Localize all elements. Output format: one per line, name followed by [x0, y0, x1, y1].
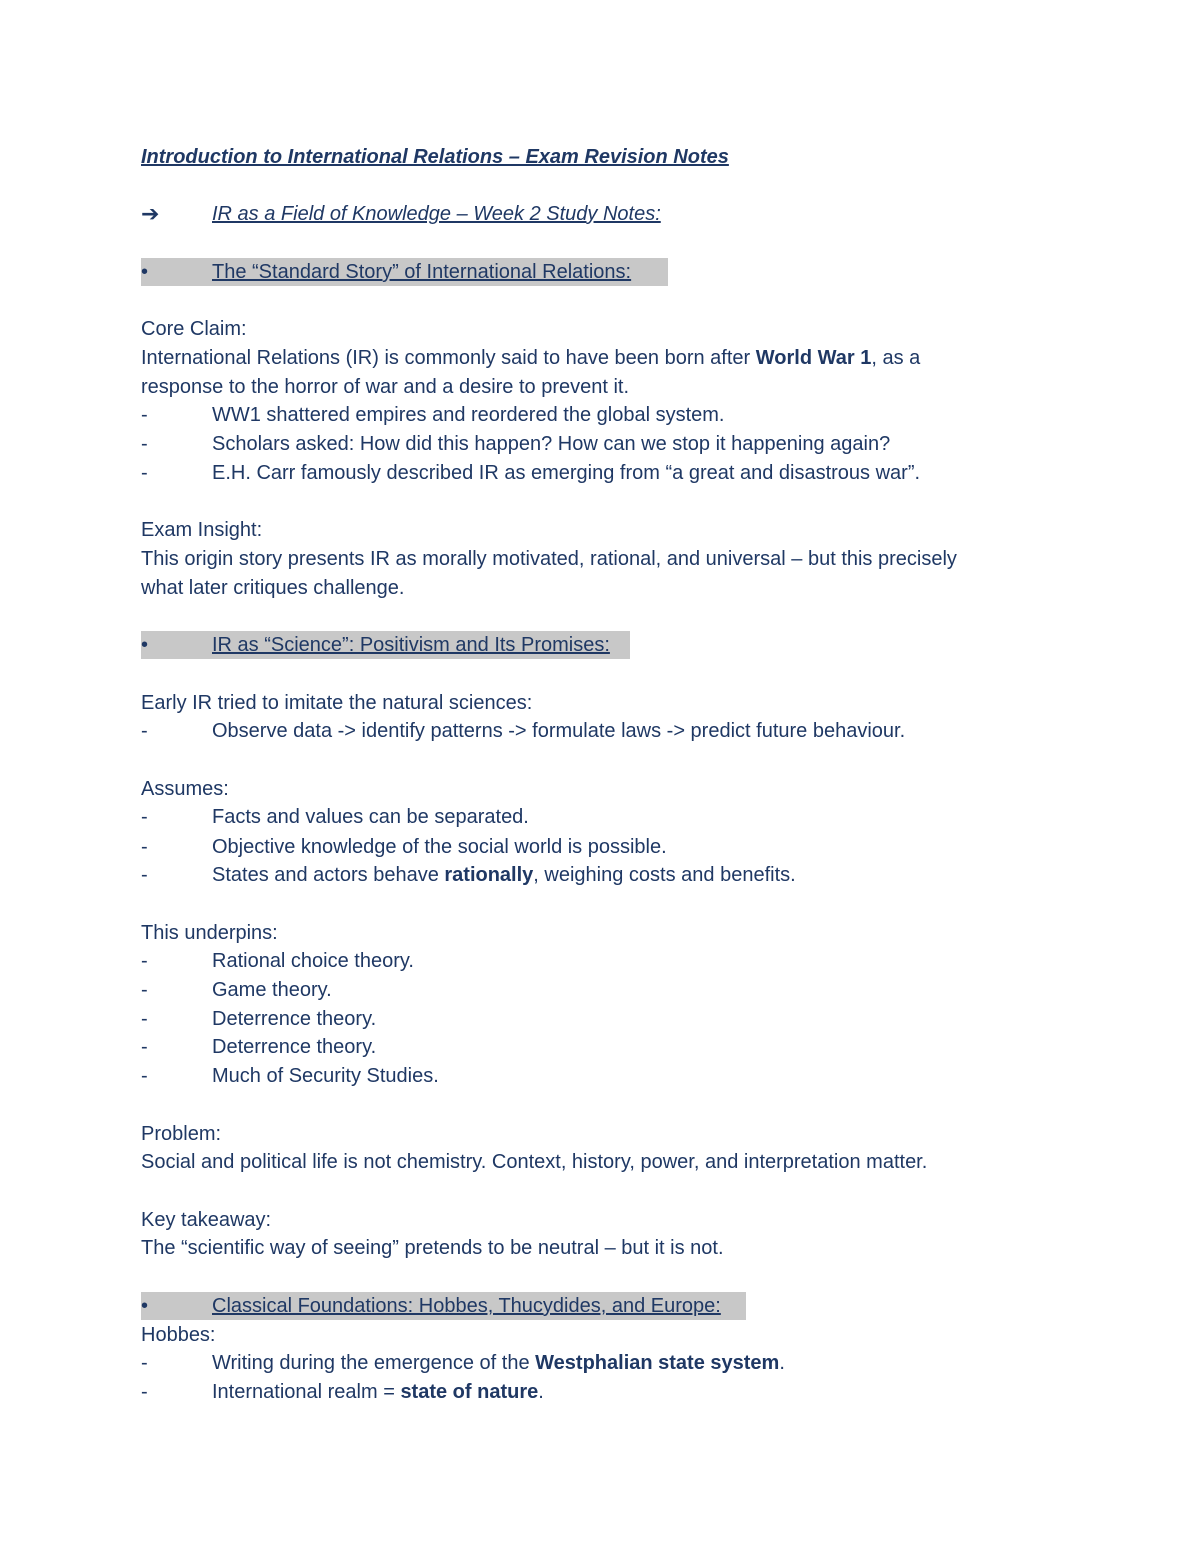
list-item-text: Deterrence theory. [212, 1008, 377, 1030]
arrow-icon: ➔ [141, 201, 160, 226]
list-item-text: Game theory. [212, 979, 332, 1001]
core-claim-line2: response to the horror of war and a desire to prevent it. [141, 376, 630, 398]
dash-icon: - [141, 836, 148, 858]
dash-icon: - [141, 1381, 148, 1403]
list-item-text: Observe data -> identify patterns -> formulate laws -> predict future behaviour. [212, 720, 906, 742]
dash-icon: - [141, 720, 148, 742]
underpins-label: This underpins: [141, 922, 278, 944]
takeaway-label: Key takeaway: [141, 1209, 272, 1231]
section-heading-standard-story [141, 258, 668, 286]
hobbes-item1-bold: Westphalian state system [535, 1352, 780, 1374]
core-claim-bold: World War 1 [755, 347, 872, 369]
exam-insight-label: Exam Insight: [141, 519, 263, 541]
dash-icon: - [141, 864, 148, 886]
section-heading-text: The “Standard Story” of International Relations: [212, 261, 632, 283]
dash-icon: - [141, 806, 148, 828]
dash-icon: - [141, 404, 148, 426]
hobbes-item2-text-a: International realm = [212, 1381, 401, 1403]
list-item-text: E.H. Carr famously described IR as emerging from “a great and disastrous war”. [212, 462, 921, 484]
assumes-label: Assumes: [141, 778, 229, 800]
dash-icon: - [141, 1065, 148, 1087]
problem-text: Social and political life is not chemistry. Context, history, power, and interpretation matter. [141, 1151, 928, 1173]
hobbes-item2-text-b: . [538, 1381, 544, 1403]
list-item-text: Scholars asked: How did this happen? How can we stop it happening again? [212, 433, 891, 455]
dash-icon: - [141, 1036, 148, 1058]
dash-icon: - [141, 433, 148, 455]
section-heading-classical [141, 1292, 746, 1320]
section-heading-text: Classical Foundations: Hobbes, Thucydides, and Europe: [212, 1295, 721, 1317]
problem-label: Problem: [141, 1123, 222, 1145]
dash-icon: - [141, 1008, 148, 1030]
section-heading-science [141, 631, 630, 659]
list-item-text [212, 1378, 544, 1406]
list-item-text: Deterrence theory. [212, 1036, 377, 1058]
core-claim-line1 [141, 344, 920, 372]
exam-insight-line2: what later critiques challenge. [141, 577, 405, 599]
bullet-icon: • [141, 1295, 149, 1317]
list-item-text [212, 861, 796, 889]
early-ir-intro: Early IR tried to imitate the natural sciences: [141, 692, 533, 714]
list-item-text: Facts and values can be separated. [212, 806, 529, 828]
assumes-text-b: , weighing costs and benefits. [533, 864, 796, 886]
list-item-text: Much of Security Studies. [212, 1065, 439, 1087]
hobbes-item1-text-b: . [779, 1352, 785, 1374]
list-item-text [212, 1349, 785, 1377]
bullet-icon: • [141, 261, 149, 283]
bullet-icon: • [141, 634, 149, 656]
takeaway-text: The “scientific way of seeing” pretends to be neutral – but it is not. [141, 1237, 724, 1259]
week-label: IR as a Field of Knowledge – Week 2 Study Notes: [212, 203, 661, 225]
dash-icon: - [141, 979, 148, 1001]
core-claim-text-b: , as a [871, 347, 921, 369]
week-heading [141, 200, 841, 228]
dash-icon: - [141, 950, 148, 972]
assumes-bold: rationally [444, 864, 534, 886]
hobbes-item1-text-a: Writing during the emergence of the [212, 1352, 536, 1374]
list-item-text: WW1 shattered empires and reordered the global system. [212, 404, 725, 426]
section-heading-text: IR as “Science”: Positivism and Its Promises: [212, 634, 610, 656]
list-item-text: Rational choice theory. [212, 950, 414, 972]
list-item-text: Objective knowledge of the social world is possible. [212, 836, 667, 858]
document-title: Introduction to International Relations – Exam Revision Notes [141, 146, 729, 168]
dash-icon: - [141, 462, 148, 484]
core-claim-label: Core Claim: [141, 318, 247, 340]
exam-insight-line1: This origin story presents IR as morally motivated, rational, and universal – but this precisely [141, 548, 957, 570]
hobbes-item2-bold: state of nature [400, 1381, 539, 1403]
assumes-text-a: States and actors behave [212, 864, 445, 886]
hobbes-label: Hobbes: [141, 1324, 216, 1346]
dash-icon: - [141, 1352, 148, 1374]
core-claim-text-a: International Relations (IR) is commonly said to have been born after [141, 347, 756, 369]
